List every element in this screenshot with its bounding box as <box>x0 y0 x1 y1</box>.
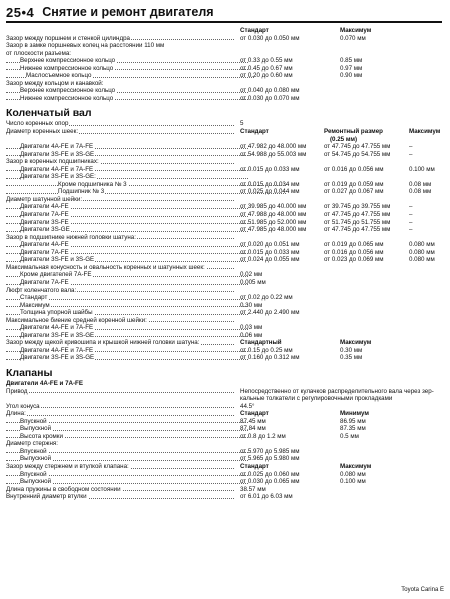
table-row <box>6 87 436 95</box>
spec-label: Двигатели 7A-FE <box>20 248 69 256</box>
table-row <box>6 448 436 456</box>
spec-repair: от 54.745 до 54.755 мм <box>324 150 391 158</box>
table-row <box>6 203 436 211</box>
section-heading-crankshaft: Коленчатый вал <box>6 107 92 120</box>
table-row <box>6 42 436 50</box>
spec-label: Выпускной <box>20 478 52 486</box>
spec-label: Максимум <box>20 301 50 309</box>
spec-repair: от 0.016 до 0.056 мм <box>324 165 384 173</box>
spec-label: Двигатели 3S-FE и 3S-GE <box>20 256 95 264</box>
spec-label: Максимальная конусность и овальность коренных и шатунных шеек: <box>6 263 205 271</box>
spec-max: 0.08 мм <box>409 180 432 188</box>
col-header-max: Максимум <box>409 128 441 136</box>
spec-repair: от 51.745 до 51.755 мм <box>324 218 391 226</box>
spec-max: 0.080 мм <box>409 256 435 264</box>
footer-model: Toyota Carina E <box>401 587 444 593</box>
spec-standard: от 0.030 до 0.065 мм <box>240 478 300 486</box>
spec-label: Диаметр шатунной шейки: <box>6 195 83 203</box>
spec-standard: от 47.985 до 48.000 мм <box>240 226 307 234</box>
spec-max: – <box>409 218 413 226</box>
spec-standard: от 0.015 до 0.033 мм <box>240 165 300 173</box>
table-row <box>6 226 436 234</box>
table-row <box>6 339 436 347</box>
spec-standard: от 0.20 до 0.60 мм <box>240 72 293 80</box>
spec-label: Внутренний диаметр втулки <box>6 493 87 501</box>
spec-label: Двигатели 3S-FE <box>20 218 69 226</box>
spec-standard: от 0.025 до 0.060 мм <box>240 470 300 478</box>
spec-max: 0.100 мм <box>340 478 366 486</box>
spec-label: Двигатели 3S-FE и 3S-GE <box>20 331 95 339</box>
spec-standard: от 39.985 до 40.000 мм <box>240 203 307 211</box>
table-row <box>6 380 436 388</box>
table-row <box>6 181 436 189</box>
spec-max: 0.100 мм <box>409 165 435 173</box>
spec-max: – <box>409 143 413 151</box>
table-row <box>6 302 436 310</box>
spec-value-cont: кальные толкатели с регулировочными прокладками <box>240 395 393 403</box>
spec-max: 0.30 мм <box>340 346 363 354</box>
spec-label: Зазор в подшипнике нижней головки шатуна: <box>6 233 136 241</box>
spec-label: Двигатели 3S-FE и 3S-GE: <box>20 173 96 181</box>
spec-label: Двигатели 4A-FE и 7A-FE <box>20 346 94 354</box>
spec-label: Двигатели 4A-FE и 7A-FE <box>20 143 94 151</box>
table-row <box>6 128 441 136</box>
spec-value: 0.30 мм <box>240 301 263 309</box>
spec-standard: от 0.030 до 0.050 мм <box>240 34 300 42</box>
spec-value: 0.06 мм <box>240 331 263 339</box>
spec-label: Впускной <box>20 417 47 425</box>
spec-label: Угол конуса <box>6 402 40 410</box>
spec-value: 0.03 мм <box>240 324 263 332</box>
spec-repair: от 0.019 до 0.065 мм <box>324 241 384 249</box>
table-row <box>6 166 436 174</box>
table-row <box>6 279 436 287</box>
spec-standard: от 0.015 до 0.033 мм <box>240 248 300 256</box>
spec-label: Двигатели 3S-GE <box>20 226 70 234</box>
spec-label: Зазор между стержнем и втулкой клапана: <box>6 462 129 470</box>
spec-value: 38.57 мм <box>240 485 266 493</box>
spec-label: Диаметр коренных шеек: <box>6 128 79 136</box>
spec-max: 0.080 мм <box>340 470 366 478</box>
col-header-standard: Стандарт <box>240 27 269 34</box>
table-row <box>6 271 436 279</box>
spec-value: 44.5° <box>240 402 255 410</box>
spec-label: Впускной <box>20 470 47 478</box>
spec-standard: от 0.024 до 0.055 мм <box>240 256 300 264</box>
table-row <box>6 440 436 448</box>
table-row <box>6 256 436 264</box>
spec-repair: от 0.019 до 0.059 мм <box>324 180 384 188</box>
spec-value: от 0.02 до 0.22 мм <box>240 294 293 302</box>
table-row <box>6 27 436 35</box>
table-row <box>6 57 436 65</box>
table-row <box>6 158 436 166</box>
spec-value: 0.02 мм <box>240 271 263 279</box>
spec-label: Двигатели 7A-FE <box>20 211 69 219</box>
spec-value: 5 <box>240 120 244 128</box>
table-row <box>6 317 436 325</box>
table-row <box>6 410 436 418</box>
table-row <box>6 332 436 340</box>
table-row <box>6 418 436 426</box>
spec-max: – <box>409 150 413 158</box>
spec-label: Двигатели 4A-FE <box>20 203 69 211</box>
table-row <box>6 151 436 159</box>
spec-label: Привод <box>6 387 28 395</box>
spec-standard: от 0.040 до 0.080 мм <box>240 87 300 95</box>
spec-standard: от 0.160 до 0.312 мм <box>240 354 300 362</box>
spec-max: 0.080 мм <box>409 248 435 256</box>
spec-label: Выпускной <box>20 425 52 433</box>
table-row <box>6 478 436 486</box>
spec-label: Зазор в замке поршневых колец на расстоянии 110 мм <box>6 42 165 50</box>
subsection-heading: Двигатели 4A-FE и 7A-FE <box>6 379 83 387</box>
spec-value: от 2.440 до 2.490 мм <box>240 309 300 317</box>
spec-label: Число коренных опор <box>6 120 69 128</box>
table-row <box>6 433 436 441</box>
table-row <box>6 234 436 242</box>
spec-label: Высота кромки <box>20 432 63 440</box>
table-row <box>6 241 436 249</box>
spec-label: от плоскости разъема: <box>6 49 71 57</box>
table-row <box>6 309 436 317</box>
table-row <box>6 65 436 73</box>
spec-label: Маслосъемное кольцо <box>26 72 92 80</box>
spec-repair: от 0.016 до 0.056 мм <box>324 248 384 256</box>
spec-standard: от 51.985 до 52.000 мм <box>240 218 307 226</box>
table-row <box>6 219 436 227</box>
page-header <box>6 3 442 21</box>
col-header-min: Минимум <box>340 410 369 418</box>
spec-label: Зазор между кольцом и канавкой: <box>6 79 104 87</box>
table-row <box>6 80 436 88</box>
spec-label: Зазор между поршнем и стенкой цилиндра <box>6 34 130 42</box>
spec-standard: от 54.988 до 55.003 мм <box>240 150 307 158</box>
table-row <box>6 143 436 151</box>
spec-label: Длина: <box>6 410 26 418</box>
spec-max: 0.90 мм <box>340 72 363 80</box>
spec-standard: от 5.970 до 5.985 мм <box>240 447 300 455</box>
spec-label: Верхнее компрессионное кольцо <box>20 57 116 65</box>
spec-value: Непосредственно от кулачков распределительного вала через зер- <box>240 387 434 395</box>
spec-standard: 87.45 мм <box>240 417 266 425</box>
table-row <box>6 50 436 58</box>
spec-label: Диаметр стержня: <box>6 440 58 448</box>
spec-standard: от 0.45 до 0.67 мм <box>240 64 293 72</box>
spec-standard: от 0.015 до 0.034 мм <box>240 180 300 188</box>
table-row <box>6 493 436 501</box>
table-row <box>6 249 436 257</box>
table-row <box>6 388 436 396</box>
col-header-repair: Ремонтный размер <box>324 128 383 136</box>
header-rule <box>6 21 442 23</box>
spec-standard: от 0.030 до 0.070 мм <box>240 94 300 102</box>
spec-max: 0.080 мм <box>409 241 435 249</box>
spec-standard: от 5.965 до 5.980 мм <box>240 455 300 463</box>
table-row <box>6 211 436 219</box>
spec-label: Максимальное биение средней коренной шейки: <box>6 316 147 324</box>
spec-max: 0.08 мм <box>409 188 432 196</box>
table-row <box>6 188 436 196</box>
col-header-standard: Стандарт <box>240 410 269 418</box>
spec-label: Подшипник № 3 <box>58 188 105 196</box>
spec-label: Двигатели 4A-FE <box>20 241 69 249</box>
table-row <box>6 347 436 355</box>
table-row <box>6 395 436 403</box>
spec-repair: от 47.745 до 47.755 мм <box>324 143 391 151</box>
spec-standard: от 47.982 до 48.000 мм <box>240 143 307 151</box>
spec-content <box>6 27 441 501</box>
table-row <box>6 463 436 471</box>
table-row <box>6 35 436 43</box>
spec-max: 0.35 мм <box>340 354 363 362</box>
spec-max: 0.070 мм <box>340 34 366 42</box>
spec-standard: от 0.8 до 1.2 мм <box>240 432 286 440</box>
spec-label: Зазор между щекой кривошипа и крышкой нижней головки шатуна: <box>6 339 200 347</box>
spec-label: Зазор в коренных подшипниках: <box>6 158 99 166</box>
table-row <box>6 95 436 103</box>
spec-min: 0.5 мм <box>340 432 359 440</box>
col-header-repair-size: (0.25 мм) <box>330 135 358 143</box>
table-row <box>6 403 436 411</box>
spec-repair: от 0.023 до 0.069 мм <box>324 256 384 264</box>
spec-repair: от 39.745 до 39.755 мм <box>324 203 391 211</box>
spec-label: Нижнее компрессионное кольцо <box>20 94 114 102</box>
spec-min: 86.95 мм <box>340 417 366 425</box>
table-row <box>6 120 436 128</box>
spec-standard: от 47.988 до 48.000 мм <box>240 211 307 219</box>
spec-value: 0.005 мм <box>240 278 266 286</box>
table-row <box>6 471 436 479</box>
col-header-max: Максимум <box>340 27 372 34</box>
table-row <box>6 455 436 463</box>
spec-repair: от 47.745 до 47.755 мм <box>324 226 391 234</box>
spec-standard: от 0.33 до 0.55 мм <box>240 57 293 65</box>
spec-max: 0.85 мм <box>340 57 363 65</box>
spec-label: Кроме подшипника № 3 <box>58 180 127 188</box>
spec-max: – <box>409 203 413 211</box>
spec-label: Кроме двигателей 7A-FE <box>20 271 92 279</box>
spec-label: Двигатели 4A-FE и 7A-FE <box>20 324 94 332</box>
spec-label: Двигатели 3S-FE и 3S-GE <box>20 354 95 362</box>
spec-max: – <box>409 226 413 234</box>
spec-label: Нижнее компрессионное кольцо <box>20 64 114 72</box>
col-header-max: Максимум <box>340 339 372 347</box>
section-heading-valves: Клапаны <box>6 366 53 379</box>
col-header-standard: Стандарт <box>240 128 269 136</box>
spec-label: Выпускной <box>20 455 52 463</box>
spec-standard: от 0.15 до 0.25 мм <box>240 346 293 354</box>
table-row <box>6 72 436 80</box>
spec-label: Впускной <box>20 447 47 455</box>
spec-label: Двигатели 4A-FE и 7A-FE <box>20 165 94 173</box>
table-row <box>6 324 436 332</box>
table-row <box>6 264 436 272</box>
col-header-max: Максимум <box>340 462 372 470</box>
table-row <box>6 136 436 144</box>
col-header-standard: Стандартный <box>240 339 282 347</box>
table-row <box>6 425 436 433</box>
table-row <box>6 354 436 362</box>
table-row <box>6 173 436 181</box>
spec-label: Длина пружины в свободном состоянии <box>6 485 121 493</box>
spec-label: Двигатели 3S-FE и 3S-GE <box>20 150 95 158</box>
spec-max: – <box>409 211 413 219</box>
table-row <box>6 486 436 494</box>
spec-standard: 87.84 мм <box>240 425 266 433</box>
spec-standard: от 0.020 до 0.051 мм <box>240 241 300 249</box>
spec-label: Стандарт <box>20 294 48 302</box>
spec-max: 0.97 мм <box>340 64 363 72</box>
spec-min: 87.35 мм <box>340 425 366 433</box>
spec-label: Двигатели 7A-FE <box>20 278 69 286</box>
spec-repair: от 47.745 до 47.755 мм <box>324 211 391 219</box>
table-row <box>6 196 436 204</box>
spec-standard: от 0.025 до 0.044 мм <box>240 188 300 196</box>
chapter-title: Снятие и ремонт двигателя <box>42 5 214 19</box>
page-number: 25•4 <box>6 4 35 20</box>
spec-label: Люфт коленчатого вала: <box>6 286 77 294</box>
spec-label: Верхнее компрессионное кольцо <box>20 87 116 95</box>
spec-label: Толщина упорной шайбы <box>20 309 93 317</box>
table-row <box>6 294 436 302</box>
table-row <box>6 287 436 295</box>
spec-repair: от 0.027 до 0.067 мм <box>324 188 384 196</box>
spec-value: от 6.01 до 6.03 мм <box>240 493 293 501</box>
col-header-standard: Стандарт <box>240 462 269 470</box>
